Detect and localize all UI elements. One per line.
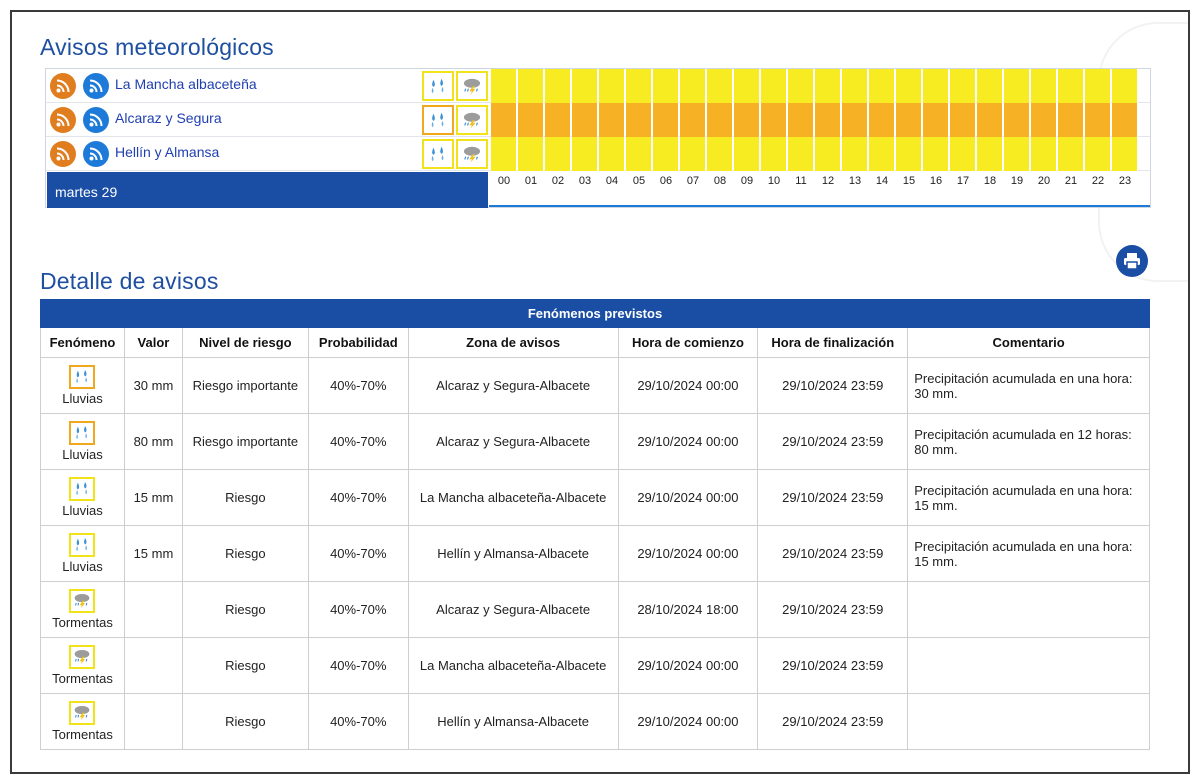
warnings-timeline (45, 68, 1151, 208)
value-cell (124, 582, 182, 638)
hour-warning-cell (815, 69, 841, 103)
rss-feed-icon[interactable] (50, 107, 76, 133)
hour-label: 02 (551, 175, 565, 187)
zone-cell: Hellín y Almansa-Albacete (408, 694, 618, 750)
end-time-cell: 29/10/2024 23:59 (758, 526, 908, 582)
hour-warning-cell (977, 137, 1003, 171)
storm-icon (69, 645, 95, 669)
start-time-cell: 29/10/2024 00:00 (618, 694, 758, 750)
hour-warning-cell (653, 103, 679, 137)
hour-warning-cell (815, 103, 841, 137)
hour-label: 15 (902, 175, 916, 187)
hour-warning-cell (707, 103, 733, 137)
comment-cell: Precipitación acumulada en 12 horas: 80 mm. (908, 414, 1150, 470)
phenomenon-label: Tormentas (52, 615, 113, 630)
hour-warning-cell (491, 69, 517, 103)
hour-warning-cell (1085, 69, 1111, 103)
zone-row (46, 103, 1150, 137)
table-row (41, 358, 1150, 414)
phenomenon-cell (41, 582, 125, 638)
hour-warning-cell (842, 137, 868, 171)
risk-level-cell: Riesgo (182, 694, 308, 750)
probability-cell: 40%-70% (308, 358, 408, 414)
hour-warning-cell (869, 137, 895, 171)
hour-warning-cell (572, 137, 598, 171)
hour-label: 06 (659, 175, 673, 187)
hours-underline (489, 205, 1150, 207)
value-cell (124, 694, 182, 750)
hour-warning-cell (518, 69, 544, 103)
value-cell: 15 mm (124, 526, 182, 582)
hour-warning-cell (950, 137, 976, 171)
hour-label: 20 (1037, 175, 1051, 187)
phenomenon-cell (41, 638, 125, 694)
probability-cell: 40%-70% (308, 582, 408, 638)
start-time-cell: 29/10/2024 00:00 (618, 526, 758, 582)
hour-warning-cell (707, 69, 733, 103)
hour-warning-cell (491, 103, 517, 137)
hour-label: 05 (632, 175, 646, 187)
probability-cell: 40%-70% (308, 526, 408, 582)
table-caption: Fenómenos previstos (41, 300, 1150, 328)
column-header: Nivel de riesgo (182, 328, 308, 358)
hour-warning-cell (761, 137, 787, 171)
zone-link[interactable]: Alcaraz y Segura (115, 110, 222, 126)
hour-label: 03 (578, 175, 592, 187)
hour-warning-cell (950, 103, 976, 137)
zone-row (46, 69, 1150, 103)
hour-warning-cell (680, 137, 706, 171)
start-time-cell: 29/10/2024 00:00 (618, 638, 758, 694)
hour-warning-cell (626, 137, 652, 171)
hour-warning-cell (545, 69, 571, 103)
rain-icon (69, 365, 95, 389)
column-header: Hora de comienzo (618, 328, 758, 358)
hour-warning-cell (1004, 69, 1030, 103)
hour-warning-cell (842, 103, 868, 137)
zone-cell: La Mancha albaceteña-Albacete (408, 470, 618, 526)
detalle-title: Detalle de avisos (40, 268, 219, 294)
hour-warning-cell (734, 103, 760, 137)
hour-warning-cell (653, 69, 679, 103)
rain-icon[interactable] (422, 71, 454, 101)
comment-cell: Precipitación acumulada en una hora: 15 mm. (908, 526, 1150, 582)
hour-warning-cell (1058, 103, 1084, 137)
comment-cell: Precipitación acumulada en una hora: 30 mm. (908, 358, 1150, 414)
risk-level-cell: Riesgo (182, 526, 308, 582)
hour-warning-cell (815, 137, 841, 171)
zone-link[interactable]: Hellín y Almansa (115, 144, 220, 160)
table-row (41, 414, 1150, 470)
hour-label: 22 (1091, 175, 1105, 187)
hour-warning-cell (707, 137, 733, 171)
hour-label: 10 (767, 175, 781, 187)
hour-warning-cell (1031, 69, 1057, 103)
printer-icon (1123, 252, 1141, 270)
hour-warning-cell (545, 103, 571, 137)
rain-icon (69, 533, 95, 557)
risk-level-cell: Riesgo (182, 582, 308, 638)
hour-warning-cell (680, 103, 706, 137)
hour-warning-cell (1112, 137, 1138, 171)
risk-level-cell: Riesgo importante (182, 414, 308, 470)
comment-cell (908, 582, 1150, 638)
hour-label: 01 (524, 175, 538, 187)
hour-warning-cell (923, 137, 949, 171)
hour-warning-cell (734, 137, 760, 171)
hour-warning-cell (626, 69, 652, 103)
date-bar: martes 29 (47, 172, 488, 208)
start-time-cell: 28/10/2024 18:00 (618, 582, 758, 638)
storm-icon[interactable] (456, 71, 488, 101)
hour-label: 18 (983, 175, 997, 187)
hour-warning-cell (1004, 137, 1030, 171)
hour-warning-cell (977, 103, 1003, 137)
storm-icon (69, 701, 95, 725)
avisos-title: Avisos meteorológicos (40, 34, 274, 60)
comment-cell: Precipitación acumulada en una hora: 15 mm. (908, 470, 1150, 526)
phenomenon-label: Tormentas (52, 671, 113, 686)
zone-row (46, 137, 1150, 171)
rss-feed-icon[interactable] (50, 73, 76, 99)
hour-warning-cell (788, 69, 814, 103)
phenomenon-cell (41, 414, 125, 470)
hour-warning-cell (1031, 137, 1057, 171)
start-time-cell: 29/10/2024 00:00 (618, 358, 758, 414)
rss-feed-icon[interactable] (83, 107, 109, 133)
zone-cell: La Mancha albaceteña-Albacete (408, 638, 618, 694)
rss-feed-icon[interactable] (50, 141, 76, 167)
phenomenon-label: Tormentas (52, 727, 113, 742)
table-row (41, 638, 1150, 694)
column-header: Zona de avisos (408, 328, 618, 358)
hour-label: 17 (956, 175, 970, 187)
hour-warning-cell (518, 103, 544, 137)
value-cell: 30 mm (124, 358, 182, 414)
table-header-row (41, 328, 1150, 358)
hour-warning-cell (491, 137, 517, 171)
risk-level-cell: Riesgo (182, 470, 308, 526)
hour-label: 04 (605, 175, 619, 187)
hour-label: 19 (1010, 175, 1024, 187)
hour-warning-cell (1004, 103, 1030, 137)
risk-level-cell: Riesgo (182, 638, 308, 694)
hour-warning-cell (599, 137, 625, 171)
zone-cell: Alcaraz y Segura-Albacete (408, 582, 618, 638)
hour-label: 16 (929, 175, 943, 187)
hour-warning-cell (896, 137, 922, 171)
hour-warning-cell (896, 103, 922, 137)
warnings-detail-table (40, 299, 1150, 750)
column-header: Valor (124, 328, 182, 358)
hour-warning-cell (869, 69, 895, 103)
hour-label: 14 (875, 175, 889, 187)
phenomenon-cell (41, 526, 125, 582)
rain-icon (69, 477, 95, 501)
phenomenon-label: Lluvias (62, 447, 103, 462)
column-header: Comentario (908, 328, 1150, 358)
hour-warning-cell (923, 103, 949, 137)
hour-warning-cell (626, 103, 652, 137)
column-header: Fenómeno (41, 328, 125, 358)
hour-label: 13 (848, 175, 862, 187)
value-cell: 15 mm (124, 470, 182, 526)
start-time-cell: 29/10/2024 00:00 (618, 414, 758, 470)
comment-cell (908, 694, 1150, 750)
hour-warning-cell (518, 137, 544, 171)
hour-warning-cell (923, 69, 949, 103)
zone-cell: Hellín y Almansa-Albacete (408, 526, 618, 582)
hour-warning-cell (599, 103, 625, 137)
start-time-cell: 29/10/2024 00:00 (618, 470, 758, 526)
hour-warning-cell (599, 69, 625, 103)
hour-warning-cell (734, 69, 760, 103)
table-row (41, 526, 1150, 582)
phenomenon-label: Lluvias (62, 391, 103, 406)
hour-warning-cell (572, 103, 598, 137)
end-time-cell: 29/10/2024 23:59 (758, 358, 908, 414)
phenomenon-cell (41, 694, 125, 750)
phenomenon-label: Lluvias (62, 559, 103, 574)
hour-warning-cell (896, 69, 922, 103)
phenomenon-cell (41, 358, 125, 414)
page-frame (10, 10, 1190, 774)
table-row (41, 582, 1150, 638)
rain-icon (69, 421, 95, 445)
risk-level-cell: Riesgo importante (182, 358, 308, 414)
comment-cell (908, 638, 1150, 694)
value-cell: 80 mm (124, 414, 182, 470)
hour-label: 23 (1118, 175, 1132, 187)
end-time-cell: 29/10/2024 23:59 (758, 414, 908, 470)
hour-warning-cell (1058, 137, 1084, 171)
rain-icon[interactable] (422, 139, 454, 169)
table-row (41, 694, 1150, 750)
zone-link[interactable]: La Mancha albaceteña (115, 76, 257, 92)
hour-warning-cell (842, 69, 868, 103)
hour-warning-cell (1112, 69, 1138, 103)
end-time-cell: 29/10/2024 23:59 (758, 582, 908, 638)
hour-label: 00 (497, 175, 511, 187)
end-time-cell: 29/10/2024 23:59 (758, 694, 908, 750)
hour-warning-cell (761, 69, 787, 103)
hour-label: 08 (713, 175, 727, 187)
hour-label: 21 (1064, 175, 1078, 187)
hour-label: 12 (821, 175, 835, 187)
probability-cell: 40%-70% (308, 470, 408, 526)
storm-icon (69, 589, 95, 613)
column-header: Probabilidad (308, 328, 408, 358)
phenomenon-cell (41, 470, 125, 526)
hour-warning-cell (572, 69, 598, 103)
probability-cell: 40%-70% (308, 694, 408, 750)
storm-icon[interactable] (456, 139, 488, 169)
storm-icon[interactable] (456, 105, 488, 135)
table-row (41, 470, 1150, 526)
rain-icon[interactable] (422, 105, 454, 135)
rss-feed-icon[interactable] (83, 141, 109, 167)
value-cell (124, 638, 182, 694)
hour-label: 11 (795, 175, 807, 187)
hour-warning-cell (1085, 137, 1111, 171)
zone-cell: Alcaraz y Segura-Albacete (408, 358, 618, 414)
hour-label: 07 (686, 175, 700, 187)
zone-cell: Alcaraz y Segura-Albacete (408, 414, 618, 470)
hour-warning-cell (761, 103, 787, 137)
hour-warning-cell (788, 137, 814, 171)
hour-warning-cell (869, 103, 895, 137)
print-button[interactable] (1116, 245, 1148, 277)
rss-feed-icon[interactable] (83, 73, 109, 99)
hour-warning-cell (788, 103, 814, 137)
hour-warning-cell (1085, 103, 1111, 137)
hour-warning-cell (977, 69, 1003, 103)
end-time-cell: 29/10/2024 23:59 (758, 470, 908, 526)
hour-label: 09 (740, 175, 754, 187)
probability-cell: 40%-70% (308, 414, 408, 470)
probability-cell: 40%-70% (308, 638, 408, 694)
hour-warning-cell (1031, 103, 1057, 137)
hour-warning-cell (545, 137, 571, 171)
hour-warning-cell (653, 137, 679, 171)
hour-warning-cell (950, 69, 976, 103)
column-header: Hora de finalización (758, 328, 908, 358)
hour-warning-cell (1058, 69, 1084, 103)
hour-warning-cell (680, 69, 706, 103)
end-time-cell: 29/10/2024 23:59 (758, 638, 908, 694)
hour-warning-cell (1112, 103, 1138, 137)
phenomenon-label: Lluvias (62, 503, 103, 518)
